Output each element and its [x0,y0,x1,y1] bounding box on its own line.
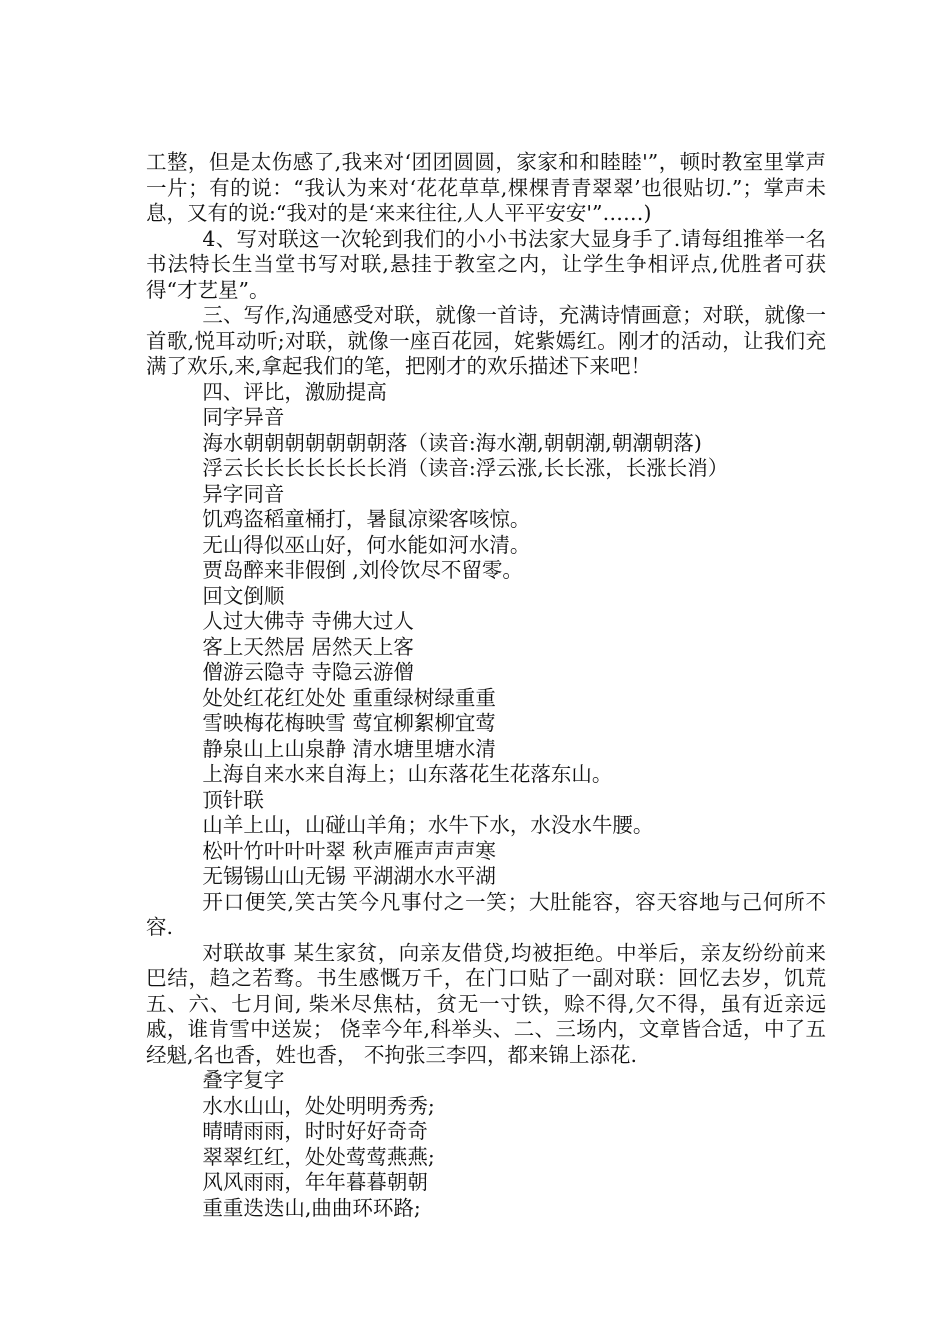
couplet-line: 松叶竹叶叶叶翠 秋声雁声声声寒 [202,838,496,863]
couplet-line: 重重迭迭山,曲曲环环路; [202,1195,421,1220]
couplet-line: 处处红花红处处 重重绿树绿重重 [202,685,496,710]
couplet-line: 开口便笑,笑古笑今凡事付之一笑；大肚能容，容天容地与己何所不容. [146,889,826,939]
subheading-repeated-chars: 叠字复字 [202,1068,285,1092]
couplet-line: 晴晴雨雨，时时好好奇奇 [202,1119,428,1143]
subheading-diff-char-same-sound: 异字同音 [202,481,285,506]
couplet-line: 山羊上山，山碰山羊角；水牛下水，水没水牛腰。 [202,813,654,837]
paragraph-3: 三、写作,沟通感受对联，就像一首诗，充满诗情画意；对联，就像一首歌,悦耳动听;对联，就像一座百花园，姹紫嫣红。刚才的活动，让我们充满了欢乐,来,拿起我们的笔，把刚才的欢乐描述下来吧！ [146,303,826,378]
couplet-line: 贾岛醉来非假倒 ,刘伶饮尽不留零。 [202,558,523,582]
couplet-line: 上海自来水来自海上；山东落花生花落东山。 [202,762,613,786]
couplet-line: 翠翠红红，处处莺莺燕燕; [202,1144,435,1169]
section-heading-evaluation: 四、评比，激励提高 [202,379,387,404]
couplet-line: 风风雨雨，年年暮暮朝朝 [202,1170,428,1194]
couplet-line: 雪映梅花梅映雪 莺宜柳絮柳宜莺 [202,711,496,735]
couplet-line: 静泉山上山泉静 清水塘里塘水清 [202,736,496,761]
couplet-line: 无锡锡山山无锡 平湖湖水水平湖 [202,864,496,888]
couplet-line: 客上天然居 居然天上客 [202,634,414,659]
subheading-chain-couplet: 顶针联 [202,787,264,812]
couplet-line: 人过大佛寺 寺佛大过人 [202,609,414,633]
couplet-line: 浮云长长长长长长长消（读音:浮云涨,长长涨，长涨长消） [202,456,729,480]
couplet-story-paragraph: 对联故事 某生家贫，向亲友借贷,均被拒绝。中举后，亲友纷纷前来巴结，趋之若骛。书生感慨万千，在门口贴了一副对联：回忆去岁，饥荒五、六、七月间, 柴米尽焦枯，贫无一寸铁，赊不得,欠不得，虽有近亲远戚，谁肯雪中送炭； 侥幸今年,科举头、二、三场内，文章皆合适，中了五经魁,名也香，姓也香， 不拘张三李四，都来锦上添花. [146,940,826,1067]
couplet-line: 僧游云隐寺 寺隐云游僧 [202,660,414,684]
document-body [146,150,826,1221]
paragraph-2: 4、写对联这一次轮到我们的小小书法家大显身手了.请每组推举一名书法特长生当堂书写对联,悬挂于教室之内，让学生争相评点,优胜者可获得“才艺星”。 [146,226,826,302]
paragraph-1: 工整，但是太伤感了,我来对‘团团圆圆，家家和和睦睦'”，顿时教室里掌声一片；有的说：“我认为来对‘花花草草,棵棵青青翠翠’也很贴切.”；掌声未息，又有的说:“我对的是‘来来往往,人人平平安安'”……) [146,150,826,225]
couplet-line: 水水山山，处处明明秀秀; [202,1093,435,1118]
couplet-line: 海水朝朝朝朝朝朝朝落（读音:海水潮,朝朝潮,朝潮朝落) [202,430,702,455]
couplet-line: 饥鸡盗稻童桶打，暑鼠凉梁客咳惊。 [202,507,531,531]
subheading-palindrome: 回文倒顺 [202,583,285,608]
couplet-line: 无山得似巫山好，何水能如河水清。 [202,532,531,557]
subheading-same-char-diff-sound: 同字异音 [202,405,285,429]
